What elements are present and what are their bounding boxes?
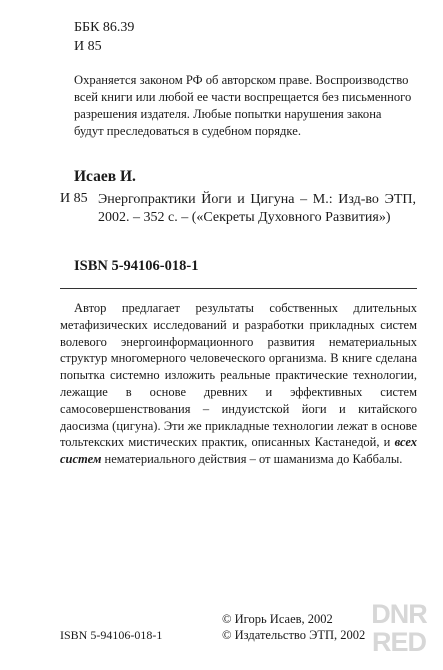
annotation-text: Автор предлагает результаты собственных длительных метафизических исследований и разработки прикладных систем волевого энергоинформационного развития нематериальных структур многомерного человеческого организма. В книге сделана попытка системно изложить реальные практические технологии, лежащие в основе древних и эффективных систем самосовершенствования – индуистской йоги и китайского даосизма (цигуна). Эти же прикладные технологии лежат в основе тольтекских мистических практик, описанных Кастанедой, и: [60, 301, 417, 450]
annotation-emphasis: всех систем: [60, 435, 417, 467]
copyright-notice: Охраняется законом РФ об авторском праве. Воспроизводство всей книги или любой ее части воспрещается без письменного разрешения издателя. Любые попытки нарушения закона будут преследоваться в судебном порядке.: [74, 73, 412, 138]
footer-isbn: ISBN 5-94106-018-1: [60, 628, 163, 642]
annotation-paragraph: [60, 300, 417, 468]
bibliographic-entry: Энергопрактики Йоги и Цигуна – М.: Изд-во ЭТП, 2002. – 352 с. – («Секреты Духовного Развития»): [98, 192, 416, 225]
divider: [60, 288, 417, 289]
author-name: Исаев И.: [74, 168, 136, 185]
bbk-block: [74, 18, 134, 56]
copyright-author: © Игорь Исаев, 2002: [222, 612, 333, 626]
annotation: [60, 300, 417, 468]
bbk-classification: ББК 86.39: [74, 20, 135, 35]
copyright-publisher: © Издательство ЭТП, 2002: [222, 628, 366, 642]
catalog-code: И 85: [60, 191, 88, 206]
watermark-line1: DNR: [371, 599, 427, 629]
annotation-text-end: нематериального действия – от шаманизма до Каббалы.: [101, 452, 403, 467]
author-mark: И 85: [74, 39, 102, 54]
isbn-main: ISBN 5-94106-018-1: [74, 258, 199, 274]
watermark-logo: [362, 600, 436, 656]
watermark-line2: RED: [371, 627, 426, 657]
